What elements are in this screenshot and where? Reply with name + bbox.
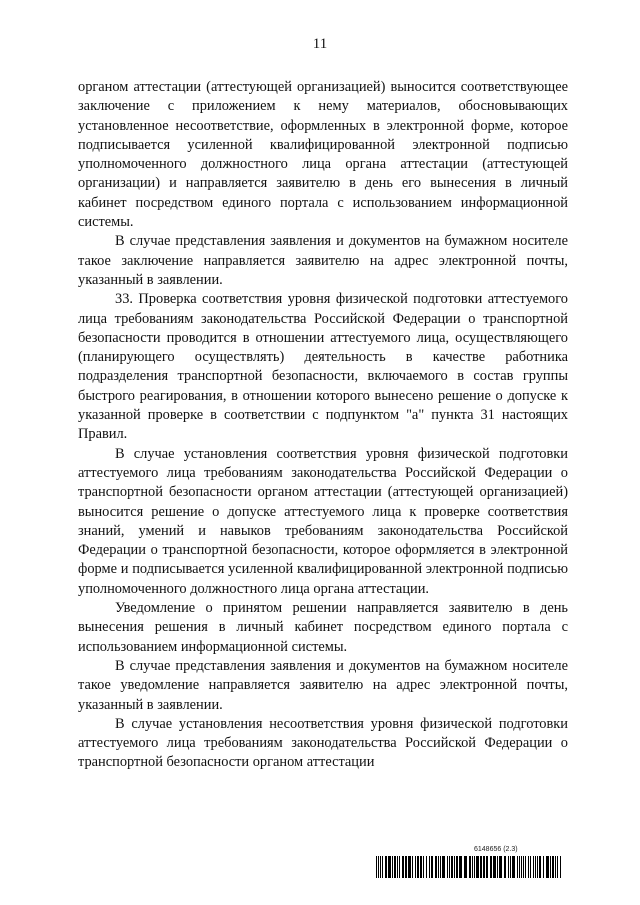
barcode-icon (376, 856, 564, 878)
document-body (78, 78, 568, 773)
page-number: 11 (312, 36, 328, 52)
paragraph-1: органом аттестации (аттестующей организацией) выносится соответствующее заключение с приложением к нему материалов, обосновывающих установленное несоответствие, оформленных в электронной форме, которое подписывается усиленной квалифицированной электронной подписью уполномоченного должностного лица органа аттестации (аттестующей организации) и направляется заявителю в день его вынесения в личный кабинет посредством единого портала с использованием информационной системы. (78, 79, 568, 231)
paragraph-5: Уведомление о принятом решении направляется заявителю в день вынесения решения в личный кабинет посредством единого портала с использованием информационной системы. (78, 600, 568, 655)
paragraph-7: В случае установления несоответствия уровня физической подготовки аттестуемого лица требованиям законодательства Российской Федерации о транспортной безопасности органом аттестации (78, 715, 568, 771)
paragraph-4: В случае установления соответствия уровня физической подготовки аттестуемого лица требованиям законодательства Российской Федерации о транспортной безопасности органом аттестации (аттестующей организацией) выносится решение о допуске аттестуемого лица к проверке соответствия знаний, умений и навыков требованиям законодательства Российской Федерации о транспортной безопасности, которое оформляется в электронной форме и подписывается усиленной квалифицированной электронной подписью уполномоченного должностного лица органа аттестации. (78, 445, 568, 597)
paragraph-2: В случае представления заявления и документов на бумажном носителе такое заключение направляется заявителю на адрес электронной почты, указанный в заявлении. (78, 233, 568, 288)
paragraph-6: В случае представления заявления и документов на бумажном носителе такое уведомление направляется заявителю на адрес электронной почты, указанный в заявлении. (78, 657, 568, 713)
document-code: 6148656 (2.3) (474, 846, 518, 853)
paragraph-3: 33. Проверка соответствия уровня физической подготовки аттестуемого лица требованиям законодательства Российской Федерации о транспортной безопасности проводится в отношении аттестуемого лица, осуществляющего (планирующего осуществлять) деятельность в качестве работника подразделения транспортной безопасности, включаемого в состав группы быстрого реагирования, в отношении которого вынесено решение о допуске к указанной проверке в соответствии с подпунктом "а" пункта 31 настоящих Правил. (78, 291, 568, 443)
